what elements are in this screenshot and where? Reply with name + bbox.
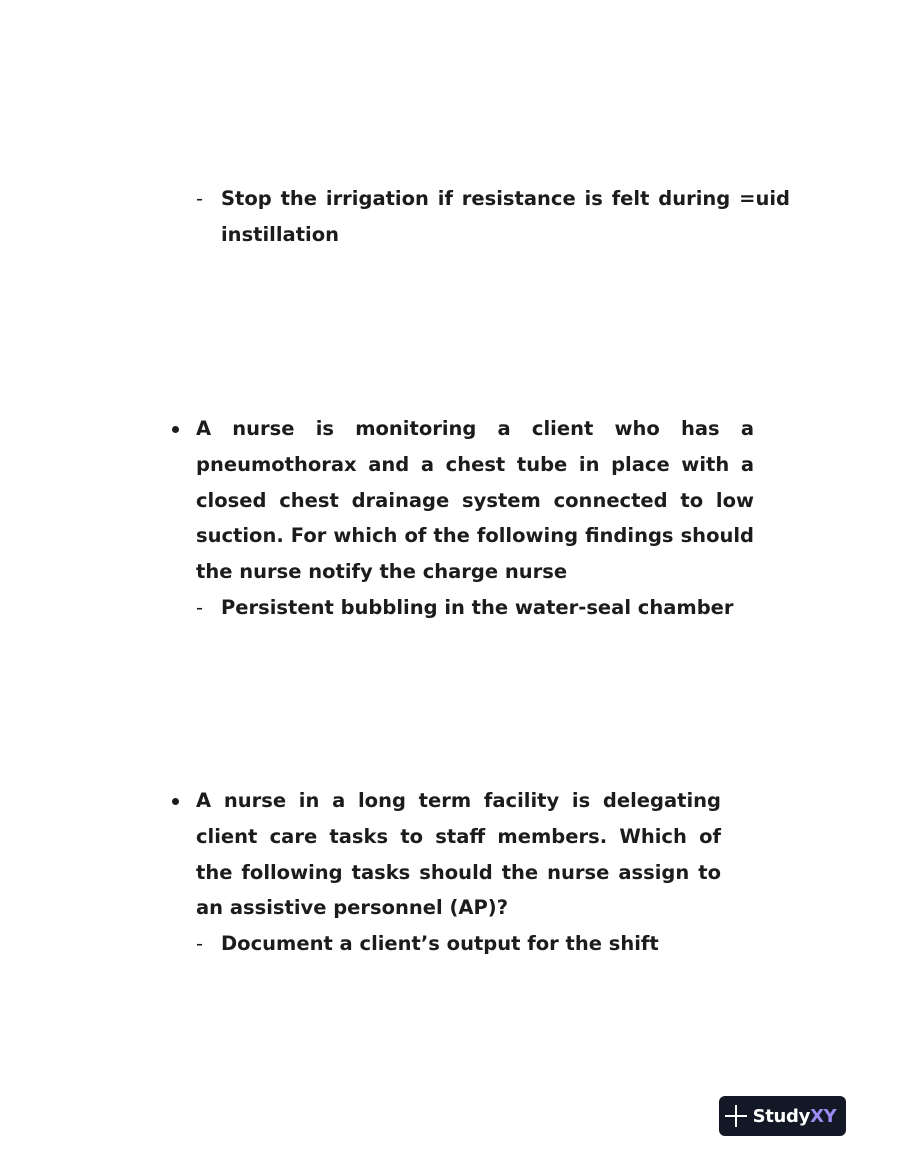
dash-marker: - bbox=[196, 932, 204, 956]
question-block-2 bbox=[196, 411, 754, 626]
dash-marker: - bbox=[196, 187, 204, 210]
answer-block-1 bbox=[196, 181, 790, 253]
answer-item bbox=[196, 926, 721, 962]
answer-text: Persistent bubbling in the water-seal chamber bbox=[221, 595, 734, 619]
studyxy-logo[interactable] bbox=[719, 1096, 846, 1136]
plus-icon bbox=[725, 1105, 747, 1127]
question-block-3 bbox=[196, 783, 721, 962]
answer-item bbox=[196, 181, 790, 253]
question-item bbox=[196, 783, 721, 926]
bullet-icon bbox=[172, 426, 179, 433]
question-item bbox=[196, 411, 754, 590]
dash-marker: - bbox=[196, 595, 204, 619]
answer-item bbox=[196, 590, 754, 626]
answer-text: Document a client’s output for the shift bbox=[221, 932, 659, 956]
bullet-icon bbox=[172, 798, 179, 805]
logo-text bbox=[753, 1106, 837, 1127]
logo-text-study: Study bbox=[752, 1105, 811, 1127]
question-text: A nurse is monitoring a client who has a pneumothorax and a chest tube in place with a closed chest drainage system connected to low suction. For which of the following findings should the nurse notify the charge nurse bbox=[196, 417, 754, 584]
answer-text: Stop the irrigation if resistance is felt during =uid instillation bbox=[221, 187, 790, 246]
question-text: A nurse in a long term facility is delegating client care tasks to staff members. Which of the following tasks should the nurse assign to an assistive personnel (AP)? bbox=[196, 789, 721, 920]
logo-text-xy: XY bbox=[810, 1105, 837, 1127]
